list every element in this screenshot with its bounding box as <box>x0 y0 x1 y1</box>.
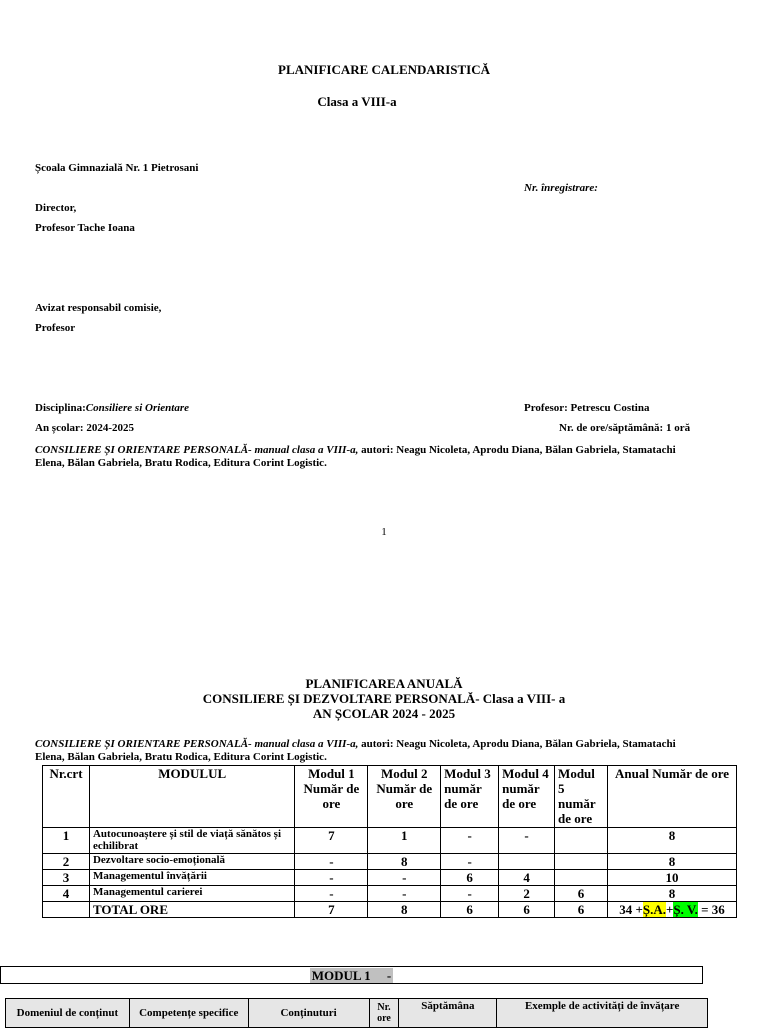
total-m5: 6 <box>555 902 608 918</box>
class-label: Clasa a VIII-a <box>317 94 397 109</box>
commission-prof: Profesor <box>35 322 76 334</box>
row-m5 <box>555 854 608 870</box>
manual-authors-2: autori: Neagu Nicoleta, Aprodu Diana, Bălan Gabriela, Stamatachi <box>358 738 676 750</box>
row-m1: - <box>295 854 368 870</box>
school-year: An școlar: 2024-2025 <box>35 422 134 434</box>
annual-year: AN ȘCOLAR 2024 - 2025 <box>312 706 456 721</box>
row-m5: 6 <box>555 886 608 902</box>
total-m4: 6 <box>499 902 555 918</box>
total-anual-base: 34 + <box>619 902 643 917</box>
total-nr-empty <box>43 902 90 918</box>
doc-title: PLANIFICARE CALENDARISTICĂ <box>278 62 490 77</box>
hours-per-week: Nr. de ore/săptămână: 1 oră <box>559 422 691 434</box>
header-nr: Nr.crt <box>43 766 90 828</box>
table-row <box>43 828 737 854</box>
header-saptamana: Săptămâna <box>399 999 497 1028</box>
manual-authors-cont-2: Elena, Bălan Gabriela, Bratu Rodica, Editura Corint Logistic. <box>35 751 327 763</box>
row-m1: 7 <box>295 828 368 854</box>
director-name: Profesor Tache Ioana <box>35 222 135 234</box>
row-anual: 10 <box>608 870 737 886</box>
total-anual <box>608 902 737 918</box>
row-m3: - <box>441 854 499 870</box>
row-anual: 8 <box>608 854 737 870</box>
row-anual: 8 <box>608 886 737 902</box>
registration-label: Nr. înregistrare: <box>524 182 598 194</box>
row-module-name: Managementul învățării <box>89 870 294 886</box>
manual-authors: autori: Neagu Nicoleta, Aprodu Diana, Bălan Gabriela, Stamatachi <box>358 444 676 456</box>
annual-plan-table <box>42 765 737 918</box>
row-nr: 2 <box>43 854 90 870</box>
row-m3: 6 <box>441 870 499 886</box>
row-nr: 1 <box>43 828 90 854</box>
discipline-label: Disciplina: <box>35 402 86 414</box>
header-anual: Anual Număr de ore <box>608 766 737 828</box>
row-m3: - <box>441 886 499 902</box>
manual-title-2: CONSILIERE ȘI ORIENTARE PERSONALĂ- manual clasa a VIII-a, <box>35 738 359 750</box>
row-m3: - <box>441 828 499 854</box>
row-module-name: Dezvoltare socio-emoțională <box>89 854 294 870</box>
total-m1: 7 <box>295 902 368 918</box>
table-row <box>43 870 737 886</box>
director-label: Director, <box>35 202 77 214</box>
header-continuturi: Conținuturi <box>248 999 369 1028</box>
table-row <box>43 886 737 902</box>
total-label: TOTAL ORE <box>89 902 294 918</box>
header-modul-4: Modul 4 număr de ore <box>499 766 555 828</box>
annual-subtitle: CONSILIERE ȘI DEZVOLTARE PERSONALĂ- Clasa a VIII- a <box>202 691 566 706</box>
row-m5 <box>555 828 608 854</box>
row-m2: 8 <box>368 854 441 870</box>
row-m4: 4 <box>499 870 555 886</box>
row-m2: - <box>368 870 441 886</box>
row-m2: - <box>368 886 441 902</box>
header-domeniu: Domeniul de conținut <box>6 999 130 1028</box>
row-nr: 3 <box>43 870 90 886</box>
commission-label: Avizat responsabil comisie, <box>35 302 162 314</box>
page-number: 1 <box>381 526 387 538</box>
row-module-name: Autocunoaștere și stil de viață sănătos și echilibrat <box>89 828 294 854</box>
annual-title: PLANIFICAREA ANUALĂ <box>305 676 463 691</box>
row-m4 <box>499 854 555 870</box>
header-nr-ore: Nr. ore <box>369 999 399 1028</box>
row-m2: 1 <box>368 828 441 854</box>
school-name: Școala Gimnazială Nr. 1 Pietrosani <box>35 162 199 174</box>
discipline-line <box>35 402 189 414</box>
row-anual: 8 <box>608 828 737 854</box>
header-modul-5: Modul 5 număr de ore <box>555 766 608 828</box>
header-modul-3: Modul 3 număr de ore <box>441 766 499 828</box>
header-modul: MODULUL <box>89 766 294 828</box>
manual-reference <box>35 444 735 470</box>
module-header-row <box>6 999 708 1028</box>
row-m4: - <box>499 828 555 854</box>
teacher-name: Profesor: Petrescu Costina <box>524 402 650 414</box>
row-module-name: Managementul carierei <box>89 886 294 902</box>
manual-reference-2 <box>35 738 735 764</box>
row-m1: - <box>295 870 368 886</box>
header-exemple: Exemple de activități de învățare <box>497 999 708 1028</box>
module-1-label: MODUL 1 - <box>311 968 392 983</box>
total-anual-sum: = 36 <box>697 902 725 917</box>
module-1-bar <box>0 966 703 984</box>
row-m4: 2 <box>499 886 555 902</box>
header-modul-1: Modul 1 Număr de ore <box>295 766 368 828</box>
manual-authors-cont: Elena, Bălan Gabriela, Bratu Rodica, Editura Corint Logistic. <box>35 457 327 469</box>
discipline-value: Consiliere si Orientare <box>85 402 190 414</box>
header-competente: Competențe specifice <box>129 999 248 1028</box>
header-modul-2: Modul 2 Număr de ore <box>368 766 441 828</box>
total-m2: 8 <box>368 902 441 918</box>
row-m1: - <box>295 886 368 902</box>
total-m3: 6 <box>441 902 499 918</box>
total-anual-sa: Ș.A. <box>642 902 666 917</box>
table-header-row <box>43 766 737 828</box>
table-row <box>43 854 737 870</box>
total-anual-sv: Ș. V. <box>673 902 698 917</box>
total-anual-plus: + <box>665 902 674 917</box>
row-nr: 4 <box>43 886 90 902</box>
row-m5 <box>555 870 608 886</box>
manual-title: CONSILIERE ȘI ORIENTARE PERSONALĂ- manual clasa a VIII-a, <box>35 444 359 456</box>
total-row <box>43 902 737 918</box>
annual-title-block <box>0 676 768 721</box>
